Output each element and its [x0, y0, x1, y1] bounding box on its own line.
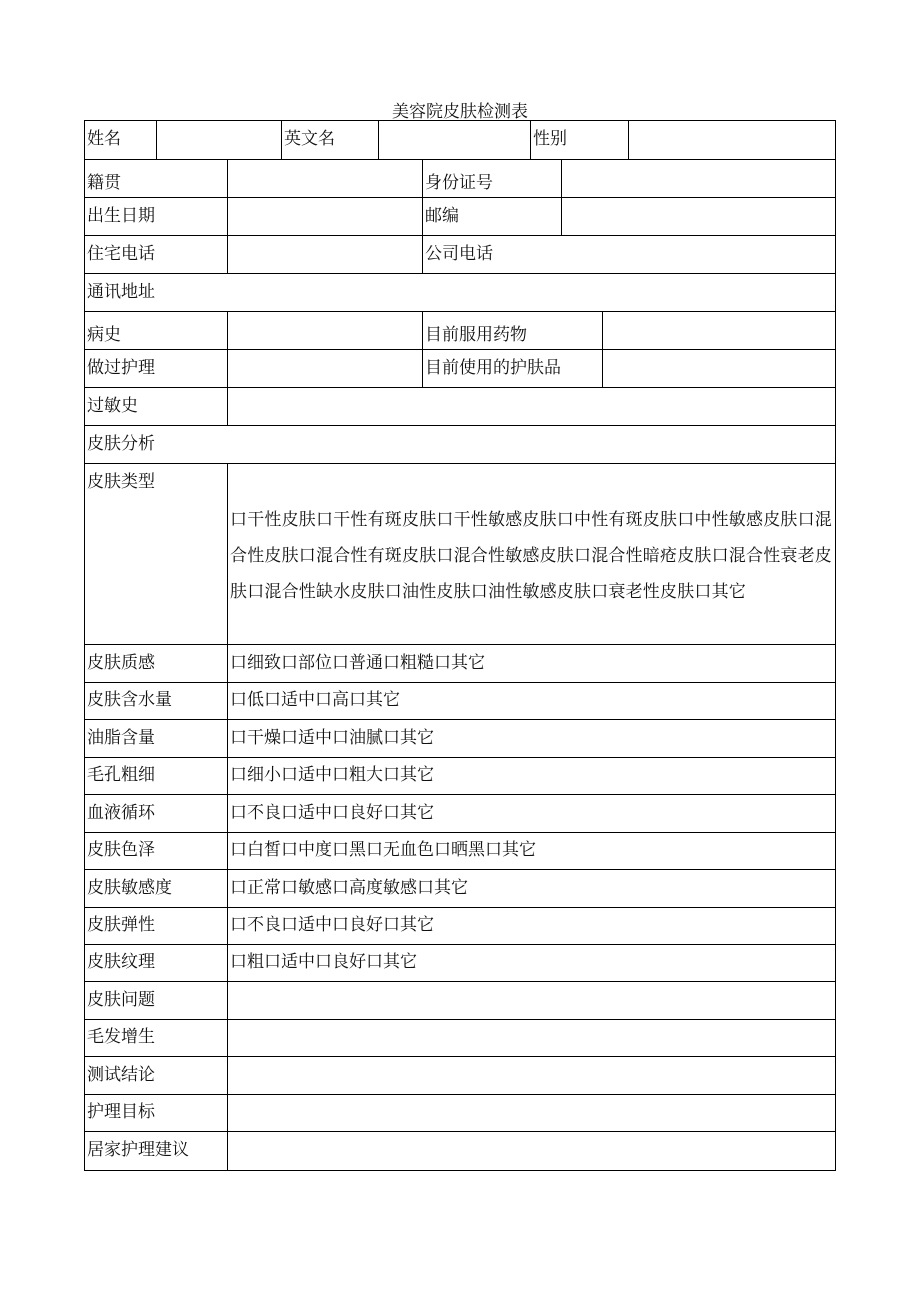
form-row-circulation [85, 795, 836, 833]
allergy-field[interactable] [228, 388, 836, 426]
past-treatments-label: 做过护理 [85, 350, 228, 388]
attribute-options[interactable]: 口干燥口适中口油腻口其它 [228, 720, 836, 758]
form-row-home-care [85, 1132, 836, 1171]
name-field[interactable] [157, 121, 282, 160]
form-row-skin-analysis [85, 426, 836, 464]
address-label: 通讯地址 [85, 274, 836, 312]
name-label: 姓名 [85, 121, 157, 160]
allergy-label: 过敏史 [85, 388, 228, 426]
past-treatments-field[interactable] [228, 350, 423, 388]
form-row-skin-tone [85, 833, 836, 870]
attribute-options[interactable]: 口白皙口中度口黑口无血色口晒黑口其它 [228, 833, 836, 870]
attribute-options[interactable]: 口不良口适中口良好口其它 [228, 908, 836, 945]
home-phone-label: 住宅电话 [85, 236, 228, 274]
attribute-options[interactable]: 口粗口适中口良好口其它 [228, 945, 836, 982]
medication-label: 目前服用药物 [423, 312, 603, 350]
attribute-label: 皮肤色泽 [85, 833, 228, 870]
birth-date-label: 出生日期 [85, 198, 228, 236]
english-name-label: 英文名 [282, 121, 379, 160]
attribute-label: 皮肤质感 [85, 645, 228, 683]
gender-field[interactable] [629, 121, 836, 160]
attribute-options[interactable]: 口细小口适中口粗大口其它 [228, 758, 836, 795]
attribute-options[interactable]: 口不良口适中口良好口其它 [228, 795, 836, 833]
attribute-options[interactable]: 口细致口部位口普通口粗糙口其它 [228, 645, 836, 683]
office-phone-label: 公司电话 [423, 236, 836, 274]
attribute-options[interactable]: 口正常口敏感口高度敏感口其它 [228, 870, 836, 908]
attribute-label: 皮肤弹性 [85, 908, 228, 945]
medication-field[interactable] [603, 312, 836, 350]
medical-history-field[interactable] [228, 312, 423, 350]
blank-row-label: 皮肤问题 [85, 982, 228, 1020]
home-phone-field[interactable] [228, 236, 423, 274]
attribute-label: 皮肤纹理 [85, 945, 228, 982]
form-row-care-goal [85, 1095, 836, 1132]
form-row-skin-grain [85, 945, 836, 982]
form-row-allergy [85, 388, 836, 426]
postcode-label: 邮编 [423, 198, 562, 236]
gender-label: 性别 [531, 121, 629, 160]
form-row-phone [85, 236, 836, 274]
blank-row-field[interactable] [228, 1020, 836, 1057]
attribute-label: 皮肤敏感度 [85, 870, 228, 908]
blank-row-field[interactable] [228, 1095, 836, 1132]
blank-row-label: 护理目标 [85, 1095, 228, 1132]
blank-row-label: 测试结论 [85, 1057, 228, 1095]
native-place-field[interactable] [228, 160, 423, 198]
form-row-skin-type [85, 464, 836, 645]
blank-row-field[interactable] [228, 1132, 836, 1171]
form-row-test-conclusion [85, 1057, 836, 1095]
birth-date-field[interactable] [228, 198, 423, 236]
attribute-label: 血液循环 [85, 795, 228, 833]
form-row-skin-problems [85, 982, 836, 1020]
form-row-hair-growth [85, 1020, 836, 1057]
form-row-native-place [85, 160, 836, 198]
blank-row-label: 居家护理建议 [85, 1132, 228, 1171]
form-row-skin-moisture [85, 683, 836, 720]
form-row-treatments [85, 350, 836, 388]
blank-row-field[interactable] [228, 1057, 836, 1095]
skin-type-options[interactable]: 口干性皮肤口干性有斑皮肤口干性敏感皮肤口中性有斑皮肤口中性敏感皮肤口混合性皮肤口混合性有斑皮肤口混合性敏感皮肤口混合性暗疮皮肤口混合性衰老皮肤口混合性缺水皮肤口油性皮肤口油性敏感皮肤口衰老性皮肤口其它 [228, 464, 836, 645]
attribute-options[interactable]: 口低口适中口高口其它 [228, 683, 836, 720]
skincare-products-label: 目前使用的护肤品 [423, 350, 603, 388]
id-number-label: 身份证号 [423, 160, 562, 198]
form-title: 美容院皮肤检测表 [392, 102, 528, 122]
form-row-medical-history [85, 312, 836, 350]
attribute-label: 油脂含量 [85, 720, 228, 758]
blank-row-field[interactable] [228, 982, 836, 1020]
attribute-label: 毛孔粗细 [85, 758, 228, 795]
form-row-pore-size [85, 758, 836, 795]
form-row-address [85, 274, 836, 312]
native-place-label: 籍贯 [85, 160, 228, 198]
form-row-skin-texture [85, 645, 836, 683]
postcode-field[interactable] [562, 198, 836, 236]
id-number-field[interactable] [562, 160, 836, 198]
skin-type-label: 皮肤类型 [85, 464, 228, 645]
form-row-sensitivity [85, 870, 836, 908]
form-row-oil-content [85, 720, 836, 758]
form-row-elasticity [85, 908, 836, 945]
english-name-field[interactable] [379, 121, 531, 160]
skin-test-form [84, 120, 836, 1171]
skin-analysis-heading: 皮肤分析 [85, 426, 836, 464]
attribute-label: 皮肤含水量 [85, 683, 228, 720]
medical-history-label: 病史 [85, 312, 228, 350]
form-row-identity [85, 121, 836, 160]
form-row-birth-date [85, 198, 836, 236]
skincare-products-field[interactable] [603, 350, 836, 388]
blank-row-label: 毛发增生 [85, 1020, 228, 1057]
